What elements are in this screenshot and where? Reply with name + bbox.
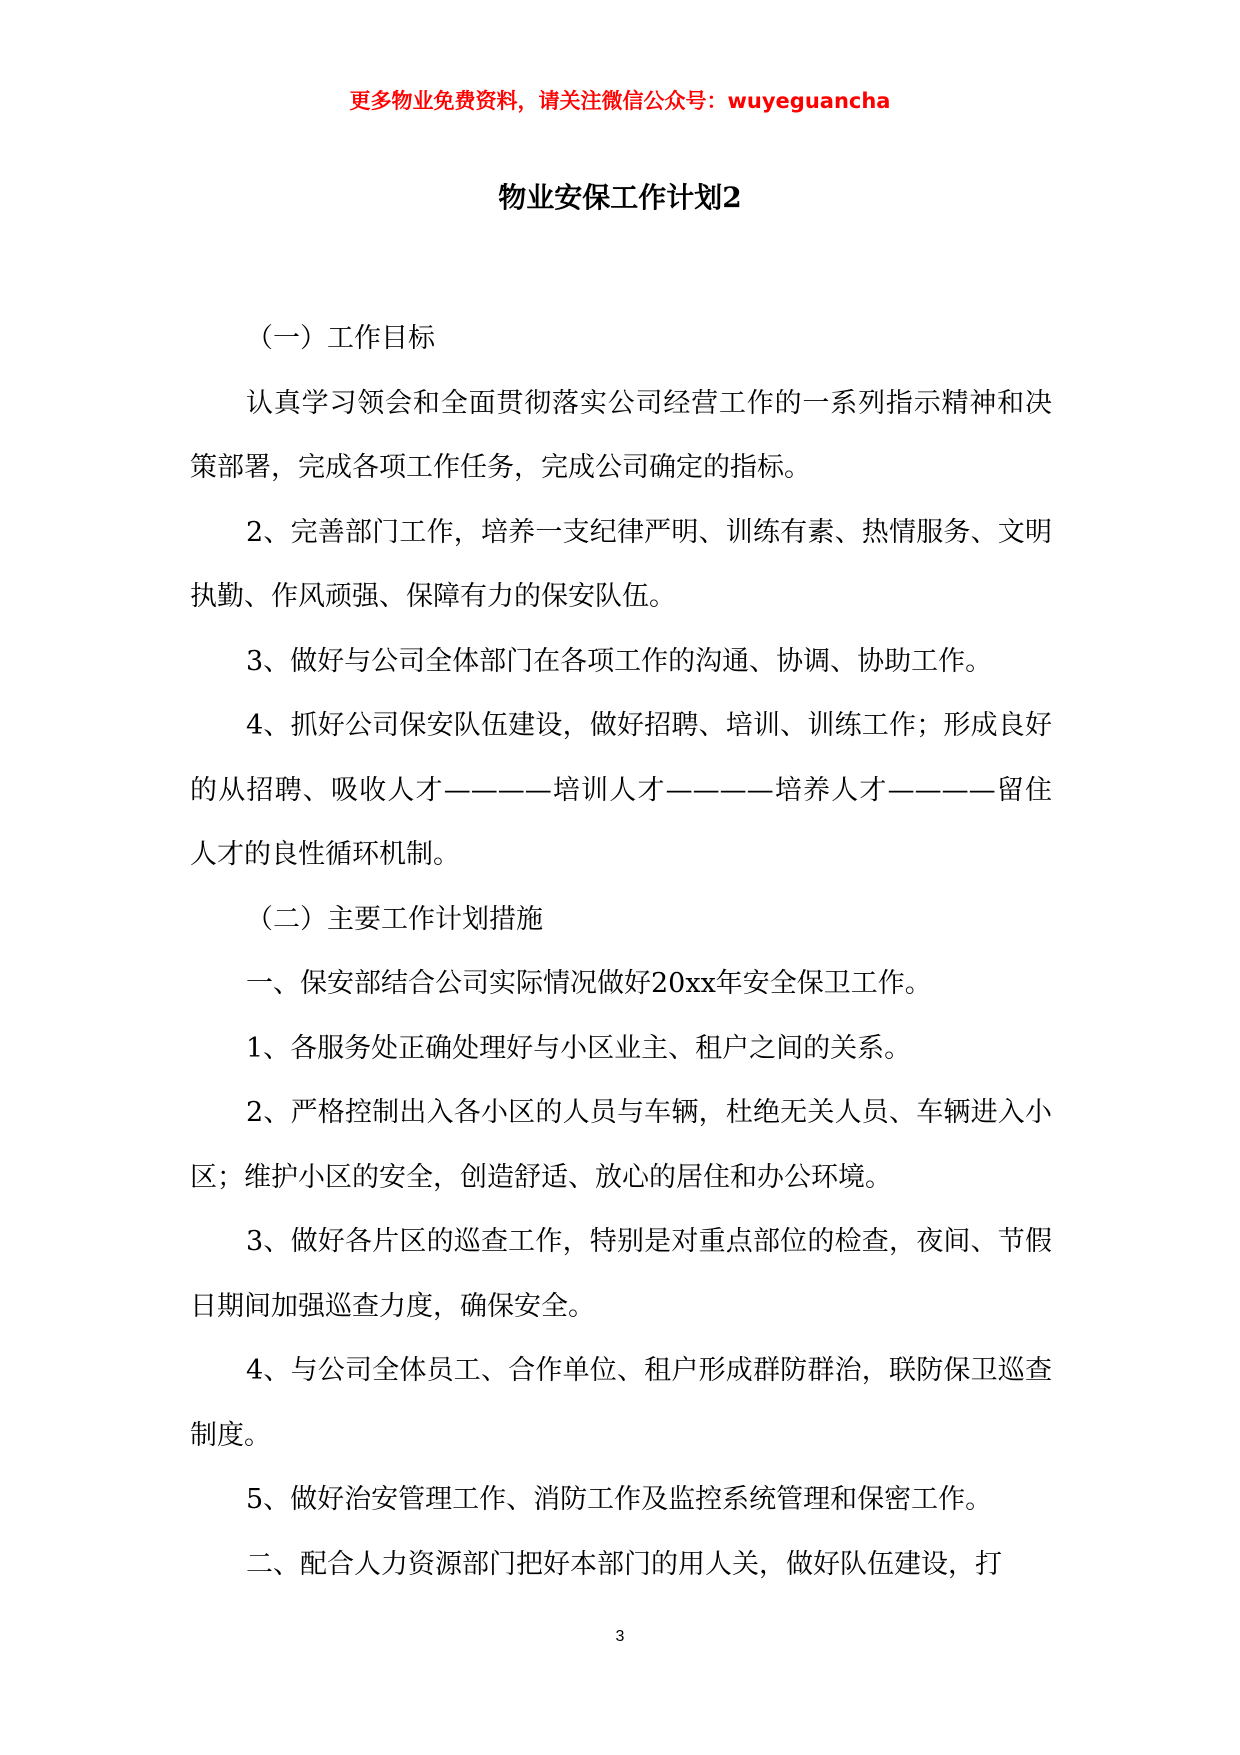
paragraph: 5、做好治安管理工作、消防工作及监控系统管理和保密工作。 <box>246 1484 993 1515</box>
page-number: 3 <box>615 1628 625 1645</box>
promo-header: 更多物业免费资料，请关注微信公众号：wuyeguancha <box>349 89 891 113</box>
paragraph: 2、严格控制出入各小区的人员与车辆，杜绝无关人员、车辆进入小区；维护小区的安全，创造舒适、放心的居住和办公环境。 <box>190 1097 1052 1193</box>
paragraph: 一、保安部结合公司实际情况做好20xx年安全保卫工作。 <box>246 968 932 999</box>
section-heading-measures: （二）主要工作计划措施 <box>246 903 543 935</box>
paragraph: 4、与公司全体员工、合作单位、租户形成群防群治，联防保卫巡查制度。 <box>190 1355 1052 1451</box>
paragraph: 1、各服务处正确处理好与小区业主、租户之间的关系。 <box>246 1032 912 1064</box>
section-heading-goals: （一）工作目标 <box>246 323 435 354</box>
paragraph: 3、做好各片区的巡查工作，特别是对重点部位的检查，夜间、节假日期间加强巡查力度，确保安全。 <box>190 1226 1052 1322</box>
document-body <box>190 307 1052 1597</box>
document-title: 物业安保工作计划2 <box>498 181 742 214</box>
paragraph: 二、配合人力资源部门把好本部门的用人关，做好队伍建设，打 <box>246 1548 1002 1580</box>
paragraph: 2、完善部门工作，培养一支纪律严明、训练有素、热情服务、文明执勤、作风顽强、保障有力的保安队伍。 <box>190 516 1052 612</box>
paragraph: 3、做好与公司全体部门在各项工作的沟通、协调、协助工作。 <box>246 645 993 677</box>
paragraph: 4、抓好公司保安队伍建设，做好招聘、培训、训练工作；形成良好的从招聘、吸收人才————培训人才————培养人才————留住人才的良性循环机制。 <box>190 710 1052 870</box>
paragraph: 认真学习领会和全面贯彻落实公司经营工作的一系列指示精神和决策部署，完成各项工作任务，完成公司确定的指标。 <box>190 387 1052 483</box>
